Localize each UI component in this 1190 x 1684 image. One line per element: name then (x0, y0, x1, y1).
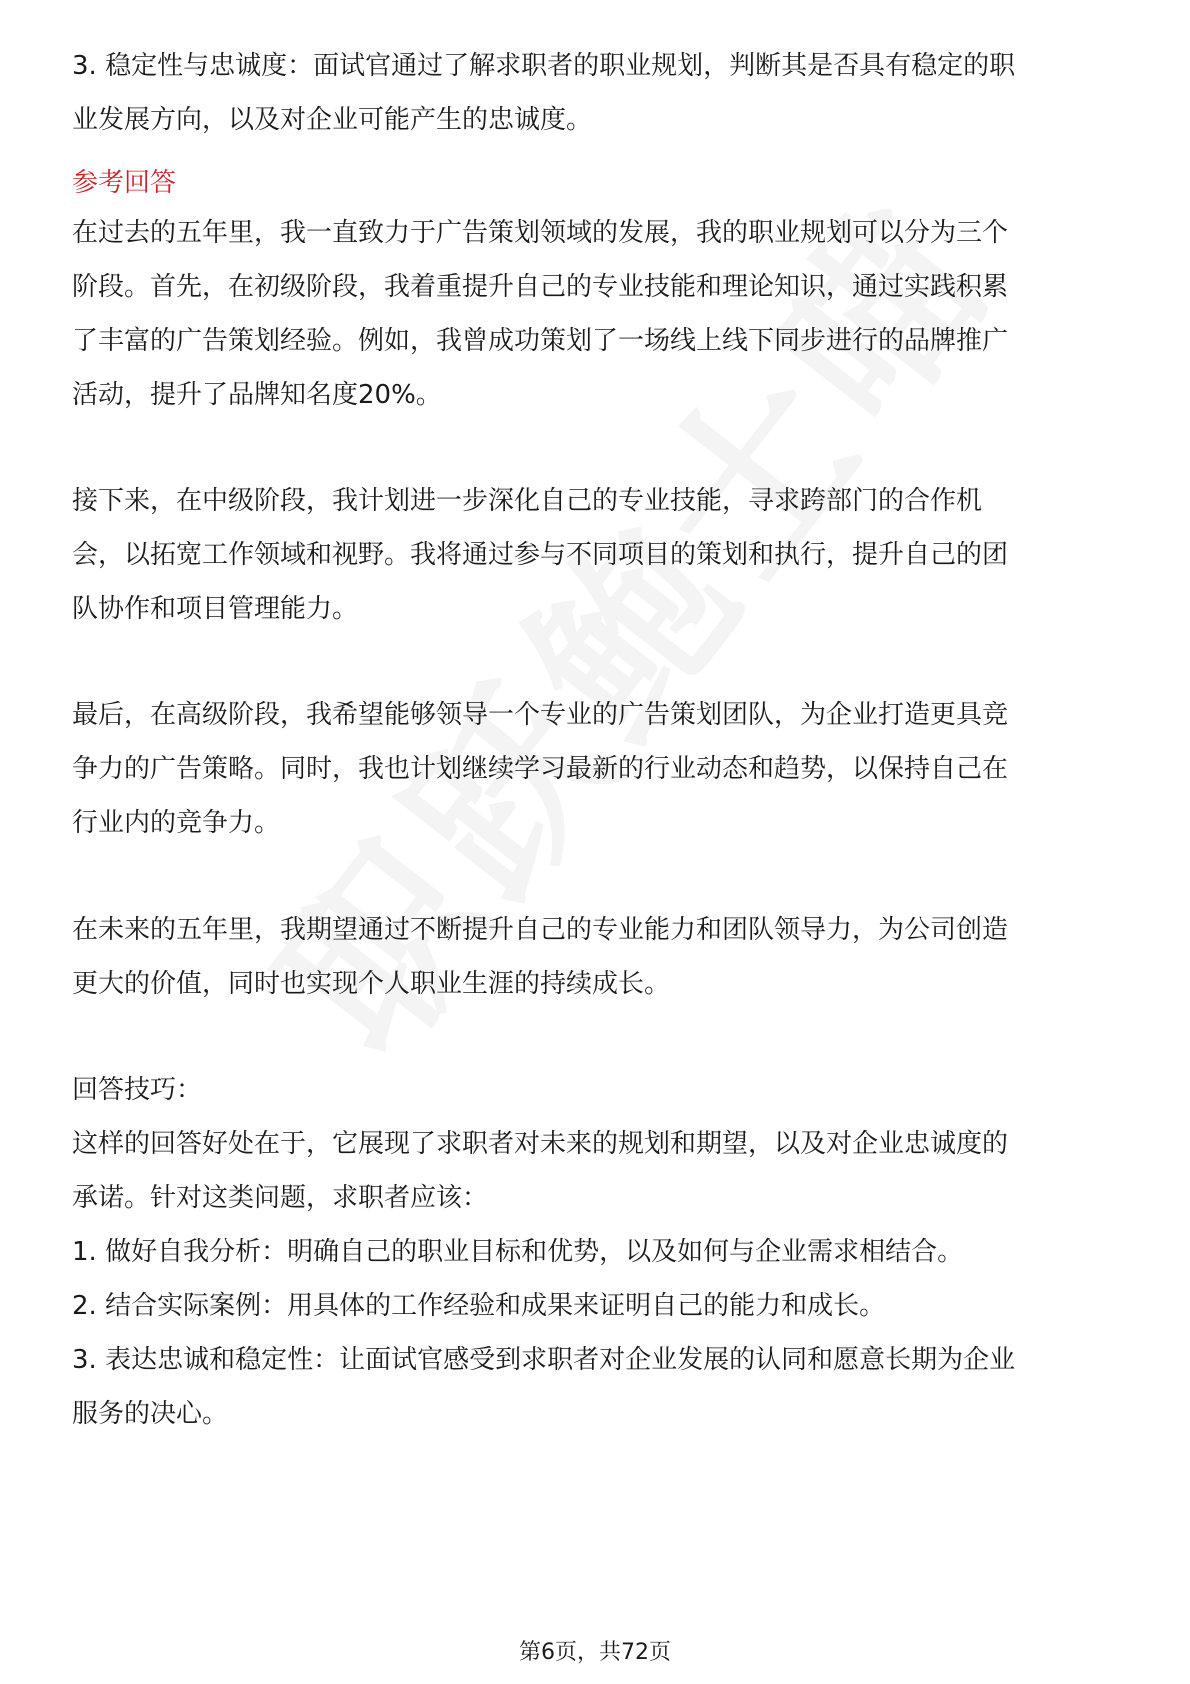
paragraph-3-line-1: 最后，在高级阶段，我希望能够领导一个专业的广告策划团队，为企业打造更具竞 (72, 700, 1009, 730)
paragraph-1-line-4: 活动，提升了品牌知名度20%。 (72, 380, 442, 410)
intro-point-3-line-2: 业发展方向，以及对企业可能产生的忠诚度。 (72, 105, 593, 135)
tip-2: 2. 结合实际案例：用具体的工作经验和成果来证明自己的能力和成长。 (72, 1291, 886, 1321)
paragraph-3-line-2: 争力的广告策略。同时，我也计划继续学习最新的行业动态和趋势，以保持自己在 (72, 754, 1009, 784)
paragraph-1-line-3: 了丰富的广告策划经验。例如，我曾成功策划了一场线上线下同步进行的品牌推广 (72, 326, 1009, 356)
paragraph-4-line-1: 在未来的五年里，我期望通过不断提升自己的专业能力和团队领导力，为公司创造 (72, 915, 1009, 945)
tip-3-line-2: 服务的决心。 (72, 1399, 229, 1429)
paragraph-2-line-2: 会，以拓宽工作领域和视野。我将通过参与不同项目的策划和执行，提升自己的团 (72, 540, 1009, 570)
tip-3-line-1: 3. 表达忠诚和稳定性：让面试官感受到求职者对企业发展的认同和愿意长期为企业 (72, 1345, 1016, 1375)
answer-heading: 参考回答 (72, 168, 177, 198)
paragraph-1-line-2: 阶段。首先，在初级阶段，我着重提升自己的专业技能和理论知识，通过实践积累 (72, 272, 1009, 302)
paragraph-1-line-1: 在过去的五年里，我一直致力于广告策划领域的发展，我的职业规划可以分为三个 (72, 218, 1009, 248)
paragraph-2-line-1: 接下来，在中级阶段，我计划进一步深化自己的专业技能，寻求跨部门的合作机 (72, 486, 983, 516)
tips-line-1: 这样的回答好处在于，它展现了求职者对未来的规划和期望，以及对企业忠诚度的 (72, 1129, 1009, 1159)
page-number: 第6页，共72页 (519, 1640, 671, 1665)
paragraph-4-line-2: 更大的价值，同时也实现个人职业生涯的持续成长。 (72, 969, 671, 999)
tips-heading: 回答技巧： (72, 1075, 203, 1105)
paragraph-3-line-3: 行业内的竞争力。 (72, 808, 281, 838)
paragraph-2-line-3: 队协作和项目管理能力。 (72, 594, 359, 624)
intro-point-3-line-1: 3. 稳定性与忠诚度：面试官通过了解求职者的职业规划，判断其是否具有稳定的职 (72, 51, 1016, 81)
tip-1: 1. 做好自我分析：明确自己的职业目标和优势，以及如何与企业需求相结合。 (72, 1237, 964, 1267)
tips-line-2: 承诺。针对这类问题，求职者应该： (72, 1183, 489, 1213)
